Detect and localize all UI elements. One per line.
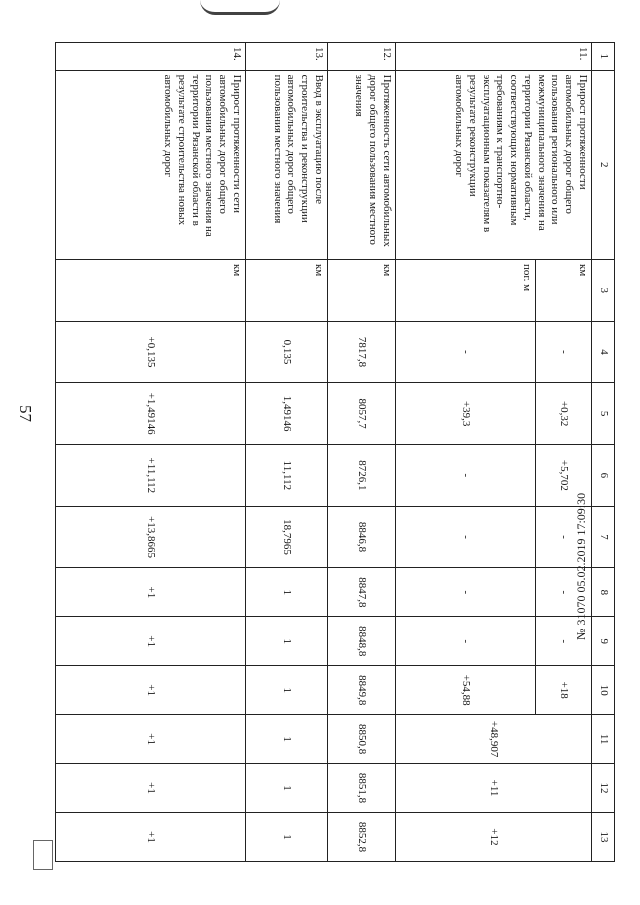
table-cell: 8850,8 (328, 715, 396, 764)
row-number: 12. (328, 43, 396, 71)
table-cell: - (396, 445, 536, 507)
column-header: 11 (592, 715, 615, 764)
table-cell: +11,112 (56, 445, 246, 507)
table-row (536, 43, 592, 862)
table-cell: 8849,8 (328, 666, 396, 715)
table-cell: +18 (536, 666, 592, 715)
table-cell: +0,135 (56, 321, 246, 383)
table-cell: +1,49146 (56, 383, 246, 445)
table-cell: 7817,8 (328, 321, 396, 383)
table-cell: +0,32 (536, 383, 592, 445)
column-header: 9 (592, 617, 615, 666)
table-cell: +12 (396, 813, 592, 862)
table-cell: 8851,8 (328, 764, 396, 813)
table-cell: - (396, 617, 536, 666)
table-cell: 1 (246, 666, 328, 715)
table-cell: +1 (56, 813, 246, 862)
table-cell: 1 (246, 813, 328, 862)
row-number: 14. (56, 43, 246, 71)
table-row (246, 43, 328, 862)
indicators-table (55, 42, 615, 862)
table-cell: - (396, 506, 536, 568)
table-cell: 18,7965 (246, 506, 328, 568)
table-cell: 8057,7 (328, 383, 396, 445)
table-cell: 8847,8 (328, 568, 396, 617)
column-header: 1 (592, 43, 615, 71)
table-cell: +54,88 (396, 666, 536, 715)
table-cell: +39,3 (396, 383, 536, 445)
table-cell: 11,112 (246, 445, 328, 507)
table-cell: - (396, 321, 536, 383)
table-cell: +1 (56, 568, 246, 617)
registration-stamp: № 31070 05.02.2019 17:09:30 (574, 492, 588, 640)
table-cell: 0,135 (246, 321, 328, 383)
row-title: Прирост протяженности автомобильных дорог общего пользования регионального или межмуниципального значения на территории Рязанской области, соответствующих нормативным требованиям к транспортно-эксплуатационным показателям в результате реконструкции автомобильных дорог (396, 70, 592, 259)
page-number: 57 (16, 405, 35, 422)
column-header: 12 (592, 764, 615, 813)
header-row (592, 43, 615, 862)
column-header: 3 (592, 259, 615, 321)
table-cell: 1 (246, 764, 328, 813)
column-header: 5 (592, 383, 615, 445)
column-header: 10 (592, 666, 615, 715)
table-cell: +13,8665 (56, 506, 246, 568)
table-cell: 8848,8 (328, 617, 396, 666)
row-title: Прирост протяженности сети автомобильных дорог общего пользования местного значения на территории Рязанской области в результате строительства новых автомобильных дорог (56, 70, 246, 259)
row-number: 11. (396, 43, 592, 71)
table-cell: +1 (56, 666, 246, 715)
table-cell: - (536, 321, 592, 383)
table-cell: 1,49146 (246, 383, 328, 445)
table-cell: 1 (246, 715, 328, 764)
table-cell: - (536, 506, 592, 568)
rotated-table-container (55, 42, 615, 862)
column-header: 7 (592, 506, 615, 568)
table-cell: +5,702 (536, 445, 592, 507)
row-unit: пог. м (396, 259, 536, 321)
column-header: 6 (592, 445, 615, 507)
table-cell: - (396, 568, 536, 617)
column-header: 4 (592, 321, 615, 383)
row-unit: км (536, 259, 592, 321)
ink-scribble (200, 0, 280, 15)
table-cell: 8726,1 (328, 445, 396, 507)
table-cell: 8852,8 (328, 813, 396, 862)
document-seal (33, 840, 53, 870)
table-cell: +11 (396, 764, 592, 813)
table-cell: 1 (246, 568, 328, 617)
table-cell: 8846,8 (328, 506, 396, 568)
table-cell: 1 (246, 617, 328, 666)
row-number: 13. (246, 43, 328, 71)
row-unit: км (246, 259, 328, 321)
row-title: Ввод в эксплуатацию после строительства и реконструкции автомобильных дорог общего пользования местного значения (246, 70, 328, 259)
table-row (328, 43, 396, 862)
row-title: Протяженность сети автомобильных дорог общего пользования местного значения (328, 70, 396, 259)
table-cell: +1 (56, 715, 246, 764)
row-unit: км (328, 259, 396, 321)
table-cell: - (536, 568, 592, 617)
row-unit: км (56, 259, 246, 321)
table-cell: +48,907 (396, 715, 592, 764)
table-cell: +1 (56, 617, 246, 666)
column-header: 8 (592, 568, 615, 617)
column-header: 13 (592, 813, 615, 862)
table-cell: - (536, 617, 592, 666)
table-row (56, 43, 246, 862)
column-header: 2 (592, 70, 615, 259)
table-cell: +1 (56, 764, 246, 813)
